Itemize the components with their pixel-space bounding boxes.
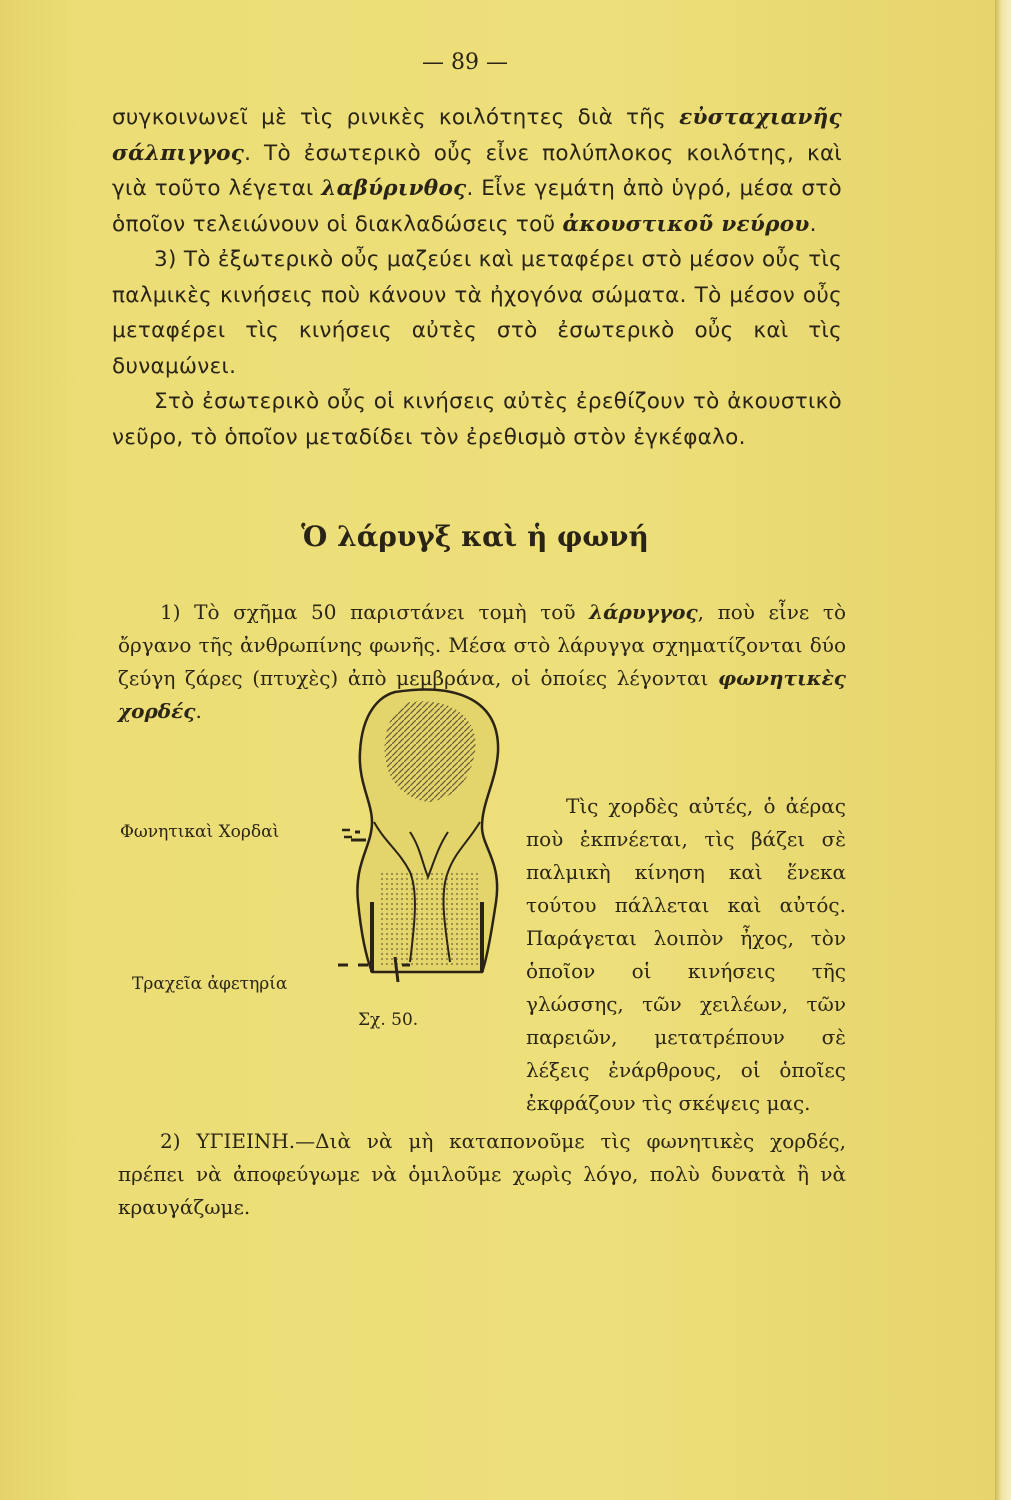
hygiene-paragraph: 2) ΥΓΙΕΙΝΗ.—Διὰ νὰ μὴ καταπονοῦμε τὶς φωνητικὲς χορδές, πρέπει νὰ ἀποφεύγωμε νὰ ὁμιλοῦμε χωρὶς λόγο, πολὺ δυνατὰ ἢ νὰ κραυγάζωμε. (118, 1129, 846, 1219)
term-labyrinth: λαβύρινθος (321, 176, 467, 201)
ear-text (112, 100, 842, 455)
ear-paragraph-4: Στὸ ἐσωτερικὸ οὖς οἱ κινήσεις αὐτὲς ἐρεθίζουν τὸ ἀκουστικὸ νεῦρο, τὸ ὁποῖον μεταδίδει τὸν ἐρεθισμὸ στὸν ἐγκέφαλο. (112, 389, 842, 450)
term-acoustic-nerve: ἀκουστικοῦ νεύρου (562, 211, 810, 237)
larynx-intro: 1) Τὸ σχῆμα 50 παριστάνει τομὴ τοῦ λάρυγγος, ποὺ εἶνε τὸ ὄργανο τῆς ἀνθρωπίνης φωνῆς. Μέσα στὸ λάρυγγα σχηματίζονται δύο ζεύγη ζάρες (πτυχὲς) ἀπὸ μεμβράνα, οἱ ὁποίες λέγονται φωνητικὲς χορδές. (118, 600, 846, 723)
ear-paragraph-3: 3) Τὸ ἐξωτερικὸ οὖς μαζεύει καὶ μεταφέρει στὸ μέσον οὖς τὶς παλμικὲς κινήσεις ποὺ κάνουν τὰ ἠχογόνα σώματα. Τὸ μέσον οὖς μεταφέρει τὶς κινήσεις αὐτὲς στὸ ἐσωτερικὸ οὖς καὶ τὶς δυναμώνει. (112, 247, 842, 379)
ear-paragraph-1: συγκοινωνεῖ μὲ τὶς ρινικὲς κοιλότητες διὰ τῆς εὐσταχιανῆς σάλπιγγος. Τὸ ἐσωτερικὸ οὖς εἶνε πολύπλοκος κοιλότης, καὶ γιὰ τοῦτο λέγεται λαβύρινθος. Εἶνε γεμάτη ἀπὸ ὑγρό, μέσα στὸ ὁποῖον τελειώνουν οἱ διακλαδώσεις τοῦ ἀκουστικοῦ νεύρου. (112, 105, 843, 237)
term-vocal-cords: φωνητικὲς χορδές (118, 666, 846, 723)
page-number: — 89 — (422, 50, 508, 75)
figure-caption: Σχ. 50. (358, 1010, 419, 1030)
section-heading: Ὁ λάρυγξ καὶ ἡ φωνή (301, 520, 649, 553)
larynx-figure (110, 672, 530, 1042)
term-eustachian: εὐσταχιανῆς σάλπιγγος (112, 105, 842, 166)
label-vocal-cords: Φωνητικαὶ Χορδαὶ (120, 822, 280, 842)
page-edge (995, 0, 1011, 1500)
vocal-paragraph: Τὶς χορδὲς αὐτές, ὁ ἀέρας ποὺ ἐκπνέεται, τὶς βάζει σὲ παλμικὴ κίνηση καὶ ἕνεκα τούτου πάλλεται καὶ αὐτός. Παράγεται λοιπὸν ἦχος, τὸν ὁποῖον οἱ κινήσεις τῆς γλώσσης, τῶν χειλέων, τῶν παρειῶν, μετατρέπουν σὲ λέξεις ἐνάρθρους, οἱ ὁποῖες ἐκφράζουν τὶς σκέψεις μας. (526, 794, 846, 1115)
term-larynx: λάρυγγος (589, 600, 698, 624)
label-trachea: Τραχεῖα ἀφετηρία (132, 974, 288, 994)
